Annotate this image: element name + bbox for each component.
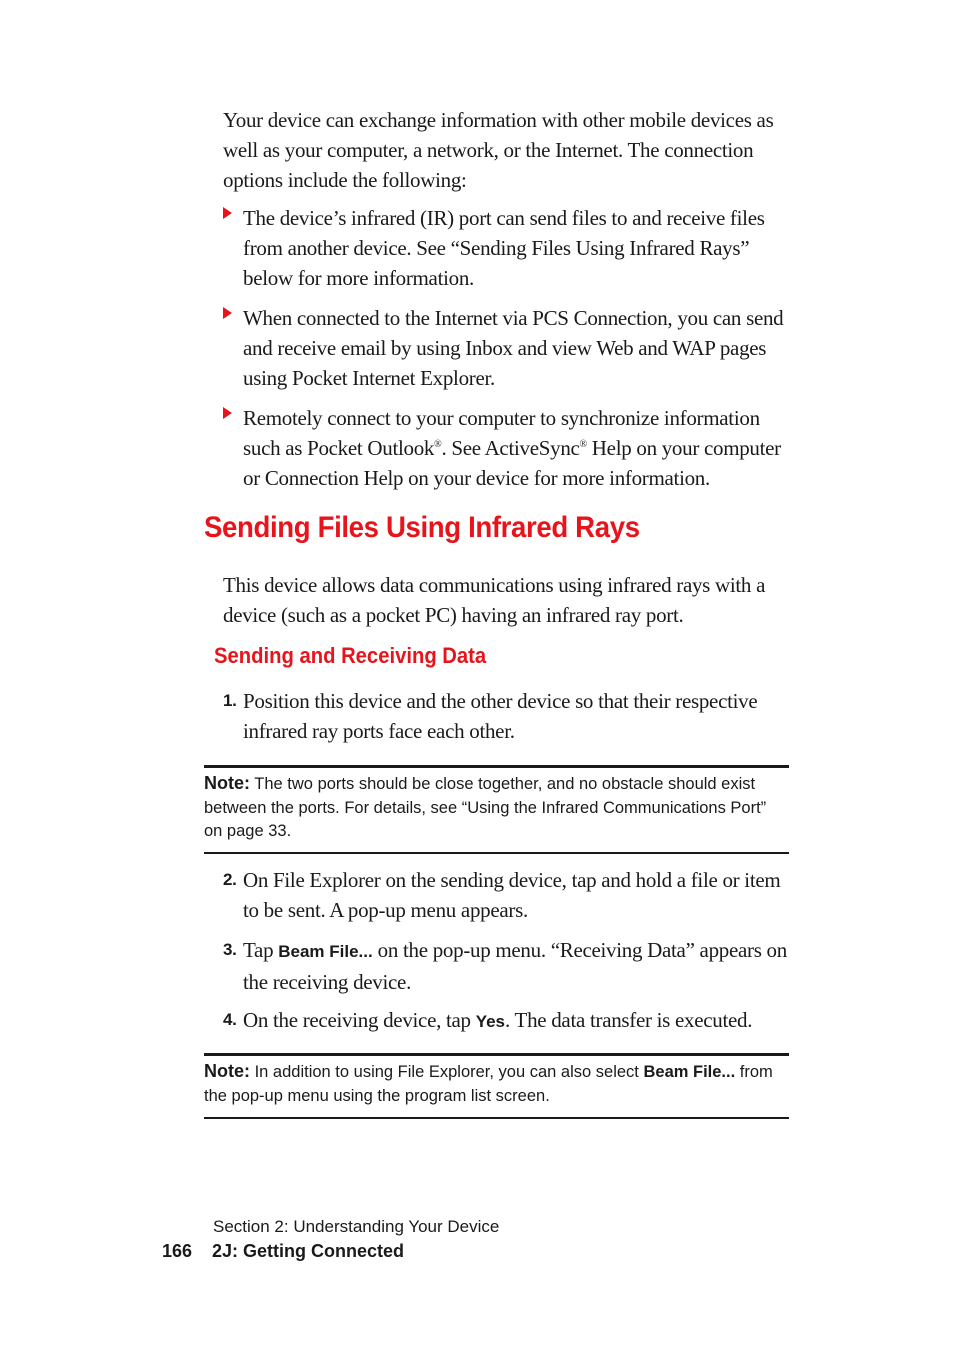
step-number: 3. — [223, 940, 237, 959]
step-item — [223, 935, 793, 997]
bullet-text-part: Remotely connect to your computer to synchronize information such as Pocket Outlook — [243, 406, 760, 460]
note-top-rule — [204, 1053, 789, 1056]
step-item — [223, 1005, 793, 1037]
intro-paragraph: Your device can exchange information with other mobile devices as well as your computer, a network, or the Internet. The connection options include the following: — [223, 108, 774, 192]
subsection-heading: Sending and Receiving Data — [214, 643, 487, 668]
step-text-part: on the pop-up menu. “Receiving Data” appears on the receiving device. — [243, 938, 787, 994]
note-text: In addition to using File Explorer, you can also select — [250, 1063, 644, 1081]
bullet-text: When connected to the Internet via PCS Connection, you can send and receive email by using Inbox and view Web and WAP pages using Pocket Internet Explorer. — [243, 306, 784, 390]
note-box — [204, 1060, 789, 1108]
footer-chapter-title: 2J: Getting Connected — [212, 1241, 405, 1261]
section-paragraph: This device allows data communications using infrared rays with a device (such as a pocket PC) having an infrared ray port. — [223, 573, 766, 627]
bullet-text-part: Help on your computer or Connection Help on your device for more information. — [243, 436, 781, 490]
bullet-text-part: . See ActiveSync — [441, 436, 580, 460]
step-text — [243, 935, 793, 997]
registered-mark: ® — [579, 439, 587, 450]
section-heading: Sending Files Using Infrared Rays — [204, 511, 640, 544]
note-text: from the pop-up menu using the program list screen. — [204, 1063, 773, 1105]
list-item — [223, 403, 793, 493]
note-bottom-rule — [204, 1117, 789, 1119]
step-number: 2. — [223, 870, 237, 889]
note-bottom-rule — [204, 852, 789, 854]
step-text: On File Explorer on the sending device, tap and hold a file or item to be sent. A pop-up menu appears. — [243, 868, 781, 922]
list-item — [223, 203, 793, 293]
step-item — [223, 865, 793, 925]
bullet-text: The device’s infrared (IR) port can send files to and receive files from another device. See “Sending Files Using Infrared Rays” below for more information. — [243, 206, 765, 290]
note-label: Note: — [204, 1061, 250, 1081]
step-item — [223, 686, 793, 746]
bullet-arrow-icon — [223, 207, 232, 219]
footer-section-title: Section 2: Understanding Your Device — [213, 1217, 500, 1236]
step-text-part: . The data transfer is executed. — [505, 1008, 753, 1032]
note-label: Note: — [204, 773, 250, 793]
step-number: 4. — [223, 1010, 237, 1029]
step-text: Position this device and the other device so that their respective infrared ray ports face each other. — [243, 689, 758, 743]
note-top-rule — [204, 765, 789, 768]
step-text-part: On the receiving device, tap — [243, 1008, 476, 1032]
step-text — [243, 1005, 793, 1037]
ui-term: Yes — [475, 1012, 506, 1031]
bullet-text — [243, 403, 793, 493]
step-number: 1. — [223, 691, 237, 710]
note-box — [204, 772, 789, 844]
ui-term: Beam File... — [643, 1063, 736, 1081]
page-number: 166 — [162, 1241, 193, 1261]
ui-term: Beam File... — [278, 942, 373, 961]
note-text: The two ports should be close together, and no obstacle should exist between the ports. For details, see “Using the Infrared Communications Port” on page 33. — [204, 775, 767, 840]
registered-mark: ® — [434, 439, 442, 450]
step-text-part: Tap — [243, 938, 279, 962]
list-item — [223, 303, 793, 393]
bullet-arrow-icon — [223, 407, 232, 419]
bullet-arrow-icon — [223, 307, 232, 319]
